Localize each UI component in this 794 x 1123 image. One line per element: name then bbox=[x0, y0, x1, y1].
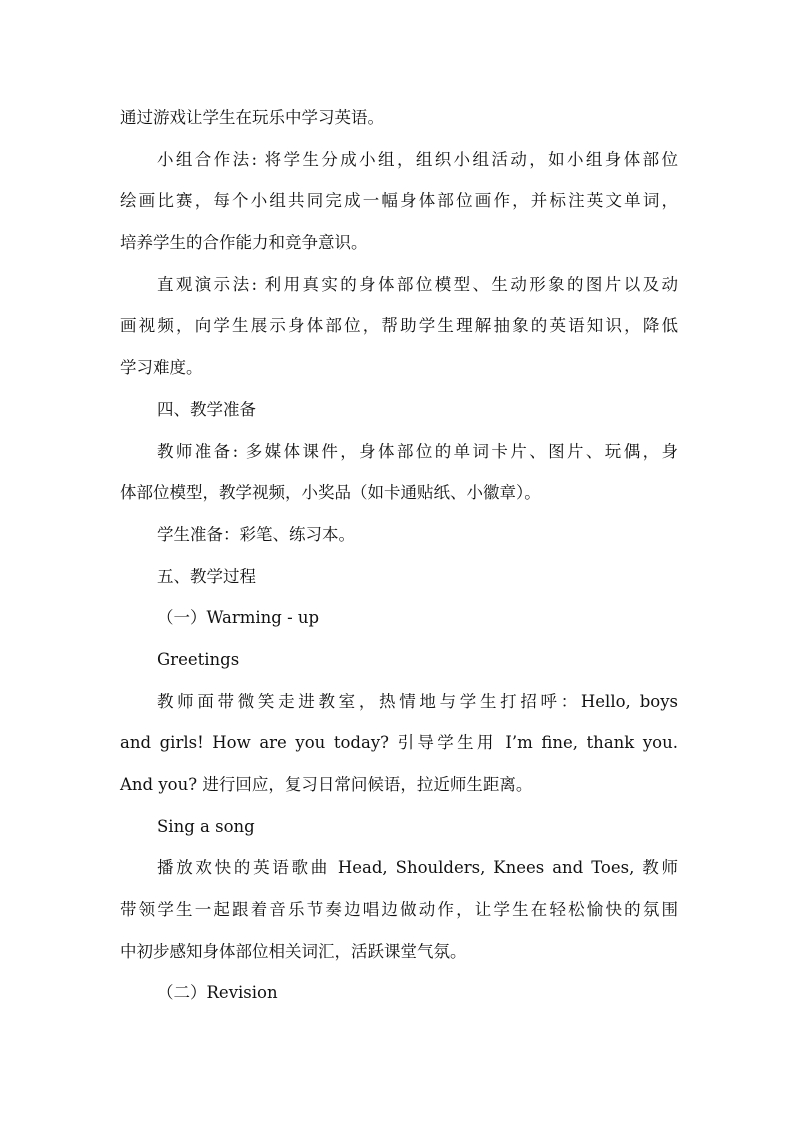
paragraph-line: 通过游戏让学生在玩乐中学习英语。 bbox=[120, 108, 384, 127]
paragraph-line: 培养学生的合作能力和竞争意识。 bbox=[120, 233, 368, 253]
paragraph-line: 播放欢快的英语歌曲 Head, Shoulders, Knees and Toes, 教师 bbox=[157, 858, 678, 878]
subheading: Greetings bbox=[157, 649, 240, 669]
paragraph-line: 学生准备：彩笔、练习本。 bbox=[157, 524, 355, 544]
paragraph-line: 小组合作法: 将学生分成小组，组织小组活动，如小组身体部位 bbox=[157, 149, 678, 169]
subsection-heading: （二）Revision bbox=[157, 983, 278, 1003]
paragraph-line: 教师面带微笑走进教室，热情地与学生打招呼：Hello, boys bbox=[157, 691, 678, 711]
subsection-heading: （一）Warming - up bbox=[157, 608, 320, 628]
paragraph-line: 直观演示法: 利用真实的身体部位模型、生动形象的图片以及动 bbox=[157, 274, 678, 294]
paragraph-line: 画视频，向学生展示身体部位，帮助学生理解抽象的英语知识，降低 bbox=[120, 316, 678, 336]
paragraph-line: 带领学生一起跟着音乐节奏边唱边做动作，让学生在轻松愉快的氛围 bbox=[120, 900, 678, 920]
paragraph-line: 教师准备: 多媒体课件，身体部位的单词卡片、图片、玩偶，身 bbox=[157, 441, 678, 461]
paragraph-line: 体部位模型，教学视频，小奖品（如卡通贴纸、小徽章）。 bbox=[120, 483, 541, 503]
paragraph-line: 学习难度。 bbox=[120, 358, 203, 378]
section-heading: 五、教学过程 bbox=[157, 566, 256, 586]
paragraph-line: 绘画比赛，每个小组共同完成一幅身体部位画作，并标注英文单词， bbox=[120, 191, 678, 211]
paragraph-line: 中初步感知身体部位相关词汇，活跃课堂气氛。 bbox=[120, 941, 467, 961]
section-heading: 四、教学准备 bbox=[157, 399, 256, 419]
subheading: Sing a song bbox=[157, 816, 255, 836]
document-body bbox=[120, 97, 678, 1014]
paragraph-line: And you? 进行回应，复习日常问候语，拉近师生距离。 bbox=[120, 775, 533, 794]
paragraph-line: and girls! How are you today? 引导学生用 I’m fine, thank you. bbox=[120, 733, 678, 753]
